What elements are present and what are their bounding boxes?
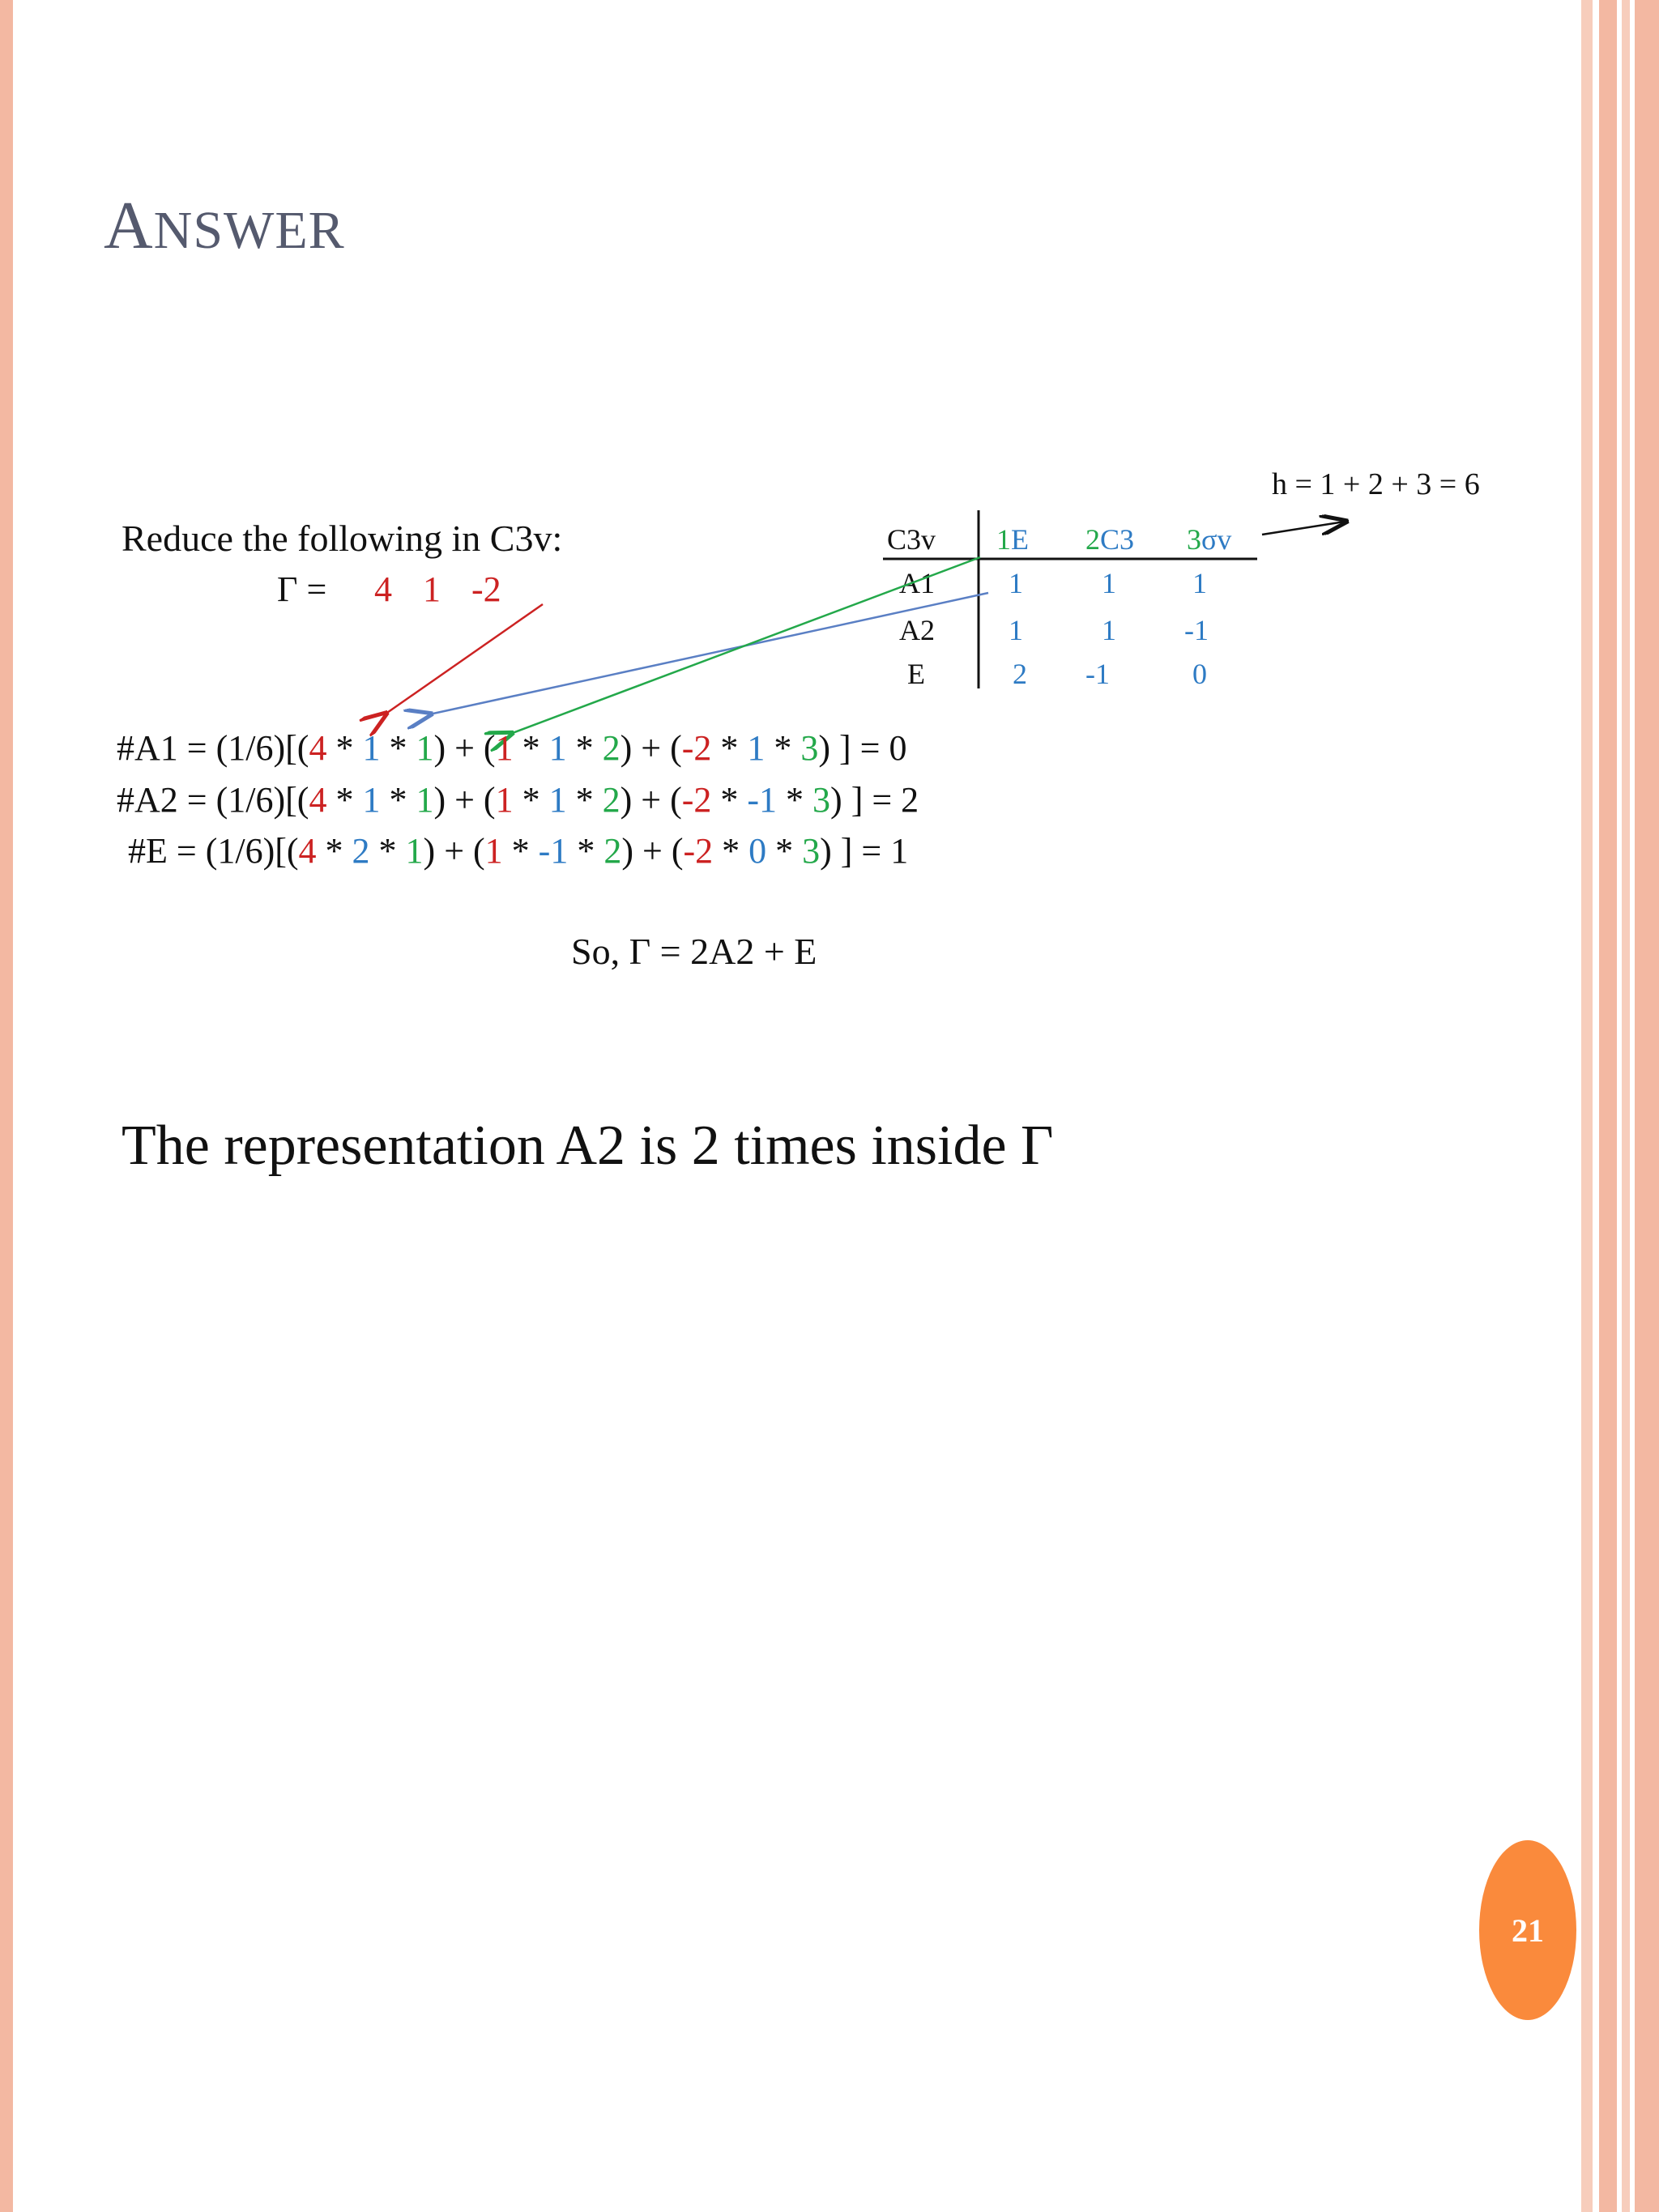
- slide-title-rest: NSWER: [153, 201, 345, 260]
- equation-2: [117, 780, 919, 820]
- table-cell: 0: [1192, 658, 1207, 690]
- table-cell: 1: [1102, 567, 1116, 599]
- equation-symbol: (: [286, 831, 299, 871]
- equation-factor: 1: [362, 780, 381, 820]
- slide-title-initial: A: [104, 188, 154, 263]
- equation-factor: 1: [495, 780, 514, 820]
- right-border-stripes: [1581, 0, 1659, 2212]
- equation-symbol: ): [830, 780, 842, 820]
- equations: [117, 728, 919, 871]
- equation-symbol: *: [326, 780, 363, 820]
- body-text: The representation A2 is 2 times inside Γ: [122, 1115, 1054, 1177]
- equation-factor: 1: [747, 728, 766, 768]
- gamma-value-1: 4: [374, 569, 392, 609]
- equation-factor: -1: [747, 780, 778, 820]
- reduction-figure-svg: [97, 454, 1572, 1021]
- equation-symbol: (: [296, 728, 309, 768]
- equation-factor: 1: [484, 831, 503, 871]
- equation-symbol: (: [670, 728, 682, 768]
- table-cell: 1: [1192, 567, 1207, 599]
- conclusion-text: So, Γ = 2A2 + E: [571, 931, 817, 972]
- equation-symbol: (: [483, 780, 496, 820]
- h-equation: h = 1 + 2 + 3 = 6: [1272, 467, 1480, 501]
- table-cell: 1: [1009, 614, 1023, 646]
- equation-factor: 1: [416, 780, 434, 820]
- equation-symbol: *: [766, 831, 803, 871]
- equation-symbol: *: [502, 831, 539, 871]
- equation-factor: 1: [548, 728, 567, 768]
- equation-factor: 2: [602, 780, 621, 820]
- equation-lhs: #E = (1/6)[: [128, 831, 287, 871]
- equation-1: [117, 728, 907, 768]
- equation-result: 0: [889, 728, 907, 768]
- equation-symbol: *: [777, 780, 813, 820]
- equation-factor: -2: [683, 831, 714, 871]
- equation-factor: 1: [548, 780, 567, 820]
- equation-symbol: (: [670, 780, 682, 820]
- equation-factor: 0: [748, 831, 767, 871]
- equation-symbol: +: [632, 780, 671, 820]
- equation-factor: -1: [538, 831, 569, 871]
- equation-symbol: *: [380, 780, 416, 820]
- equation-factor: 2: [352, 831, 370, 871]
- equation-lhs: #A1 = (1/6)[: [117, 728, 297, 768]
- equation-factor: 3: [802, 831, 821, 871]
- equation-factor: -2: [681, 780, 712, 820]
- gamma-arrow-red: [385, 604, 543, 714]
- equation-symbol: *: [380, 728, 416, 768]
- equation-symbol: *: [513, 728, 549, 768]
- equation-symbol: ): [620, 780, 633, 820]
- equation-3: [128, 831, 908, 871]
- equation-symbol: +: [632, 728, 671, 768]
- table-row-label-A1: A1: [899, 567, 935, 599]
- equation-factor: 1: [495, 728, 514, 768]
- equation-symbol: ): [423, 831, 436, 871]
- slide-title: [104, 186, 345, 265]
- table-header-C3: 2C3: [1085, 523, 1135, 556]
- equation-symbol: *: [316, 831, 352, 871]
- equation-factor: 3: [812, 780, 831, 820]
- equation-factor: 1: [405, 831, 424, 871]
- equation-factor: 1: [362, 728, 381, 768]
- table-header-E: 1E: [996, 523, 1029, 556]
- equation-symbol: ): [433, 728, 446, 768]
- table-cell: 2: [1013, 658, 1027, 690]
- gamma-label: Γ =: [277, 569, 327, 609]
- equation-factor: 4: [298, 831, 317, 871]
- equation-symbol: *: [711, 780, 748, 820]
- equation-factor: 1: [416, 728, 434, 768]
- table-header-sigma: 3σv: [1187, 523, 1232, 556]
- equation-result: 1: [890, 831, 909, 871]
- h-arrow: [1262, 522, 1345, 535]
- equation-symbol: *: [513, 780, 549, 820]
- equation-symbol: (: [296, 780, 309, 820]
- equation-symbol: *: [566, 780, 603, 820]
- equation-symbol: *: [566, 728, 603, 768]
- equation-factor: 3: [800, 728, 819, 768]
- table-cell: 1: [1009, 567, 1023, 599]
- equation-factor: -2: [681, 728, 712, 768]
- equation-symbol: ): [818, 728, 831, 768]
- equation-symbol: (: [473, 831, 485, 871]
- table-row-label-E: E: [907, 658, 925, 690]
- equation-symbol: +: [633, 831, 672, 871]
- left-border-stripe: [0, 0, 13, 2212]
- table-arrow-blue: [429, 593, 988, 714]
- equation-symbol: +: [446, 728, 484, 768]
- equation-symbol: *: [326, 728, 363, 768]
- table-cell: -1: [1085, 658, 1110, 690]
- instruction-text: Reduce the following in C3v:: [122, 518, 563, 559]
- equation-factor: 4: [309, 780, 327, 820]
- equation-symbol: *: [568, 831, 604, 871]
- table-cell: -1: [1184, 614, 1209, 646]
- equation-symbol: *: [765, 728, 801, 768]
- equation-symbol: ] =: [830, 728, 889, 768]
- table-row-label-A2: A2: [899, 614, 935, 646]
- equation-symbol: ] =: [831, 831, 891, 871]
- table-group-label: C3v: [887, 523, 936, 556]
- equation-symbol: ): [433, 780, 446, 820]
- equation-symbol: (: [483, 728, 496, 768]
- equation-result: 2: [901, 780, 919, 820]
- equation-symbol: *: [713, 831, 749, 871]
- reduction-figure: [97, 454, 1572, 1021]
- gamma-value-2: 1: [423, 569, 441, 609]
- equation-factor: 2: [602, 728, 621, 768]
- equation-factor: 2: [603, 831, 622, 871]
- table-cell: 1: [1102, 614, 1116, 646]
- equation-symbol: *: [711, 728, 748, 768]
- equation-symbol: ): [621, 831, 633, 871]
- equation-symbol: ): [820, 831, 832, 871]
- equation-symbol: +: [446, 780, 484, 820]
- gamma-value-3: -2: [471, 569, 501, 609]
- equation-symbol: ] =: [842, 780, 902, 820]
- equation-factor: 4: [309, 728, 327, 768]
- equation-symbol: (: [671, 831, 684, 871]
- equation-symbol: +: [435, 831, 474, 871]
- equation-lhs: #A2 = (1/6)[: [117, 780, 297, 820]
- equation-symbol: *: [369, 831, 406, 871]
- equation-symbol: ): [620, 728, 633, 768]
- page-number-badge: 21: [1479, 1840, 1576, 2020]
